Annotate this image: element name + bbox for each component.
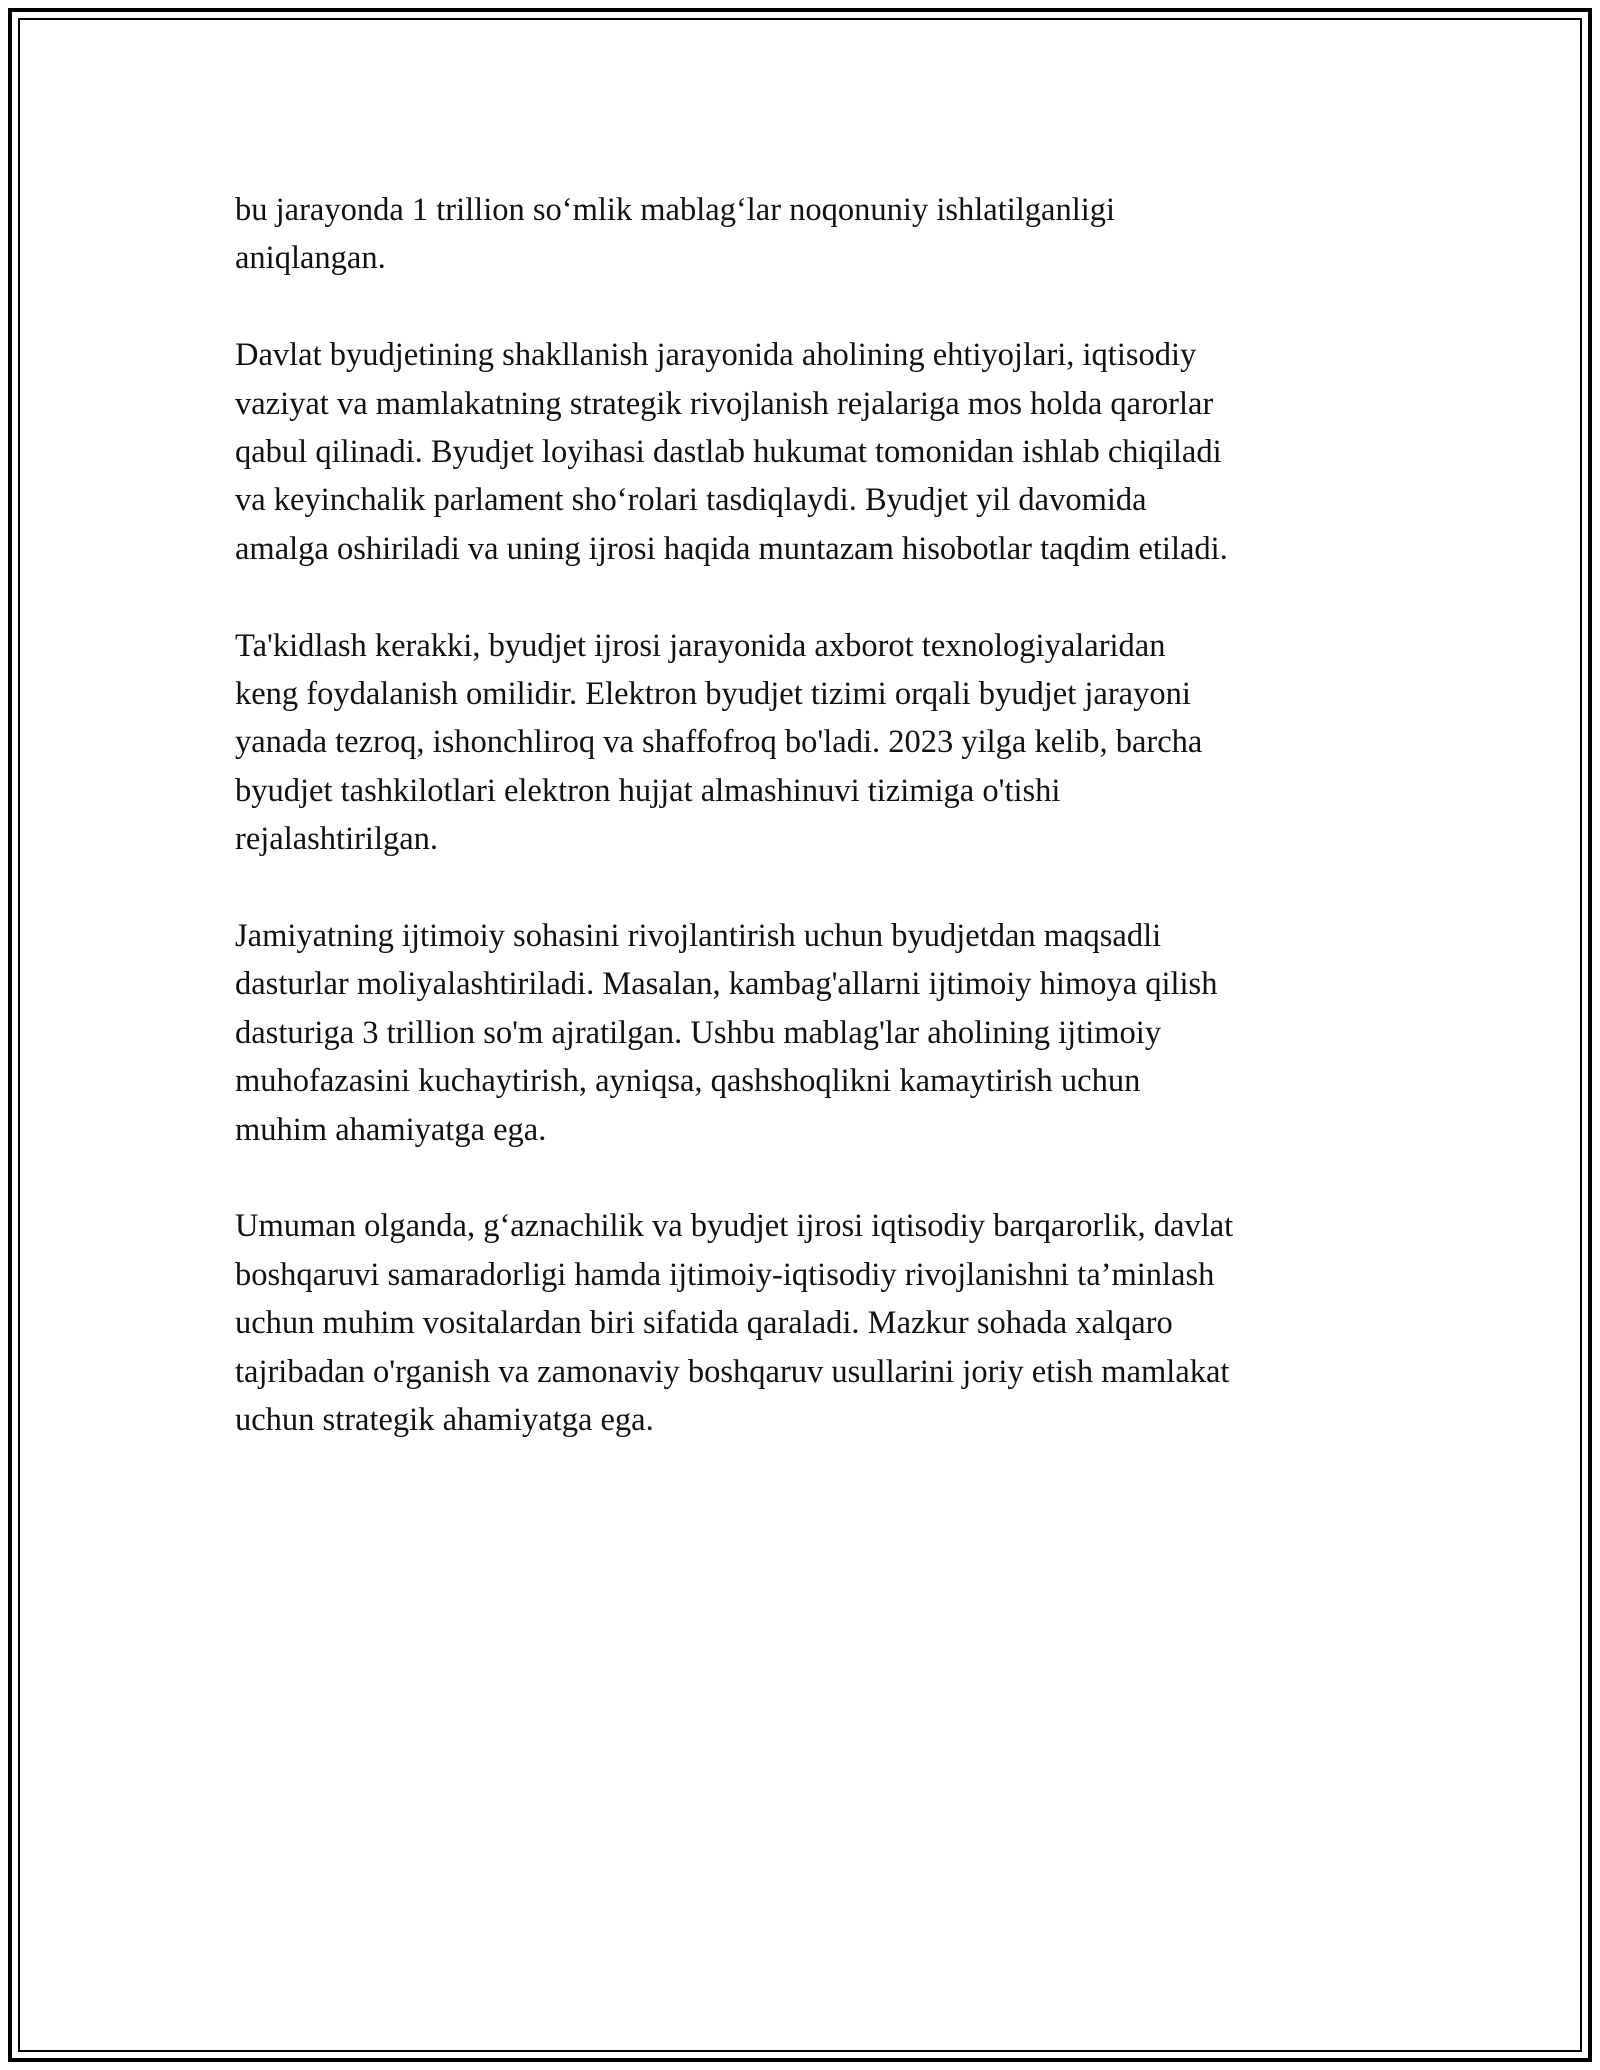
text-line: muhofazasini kuchaytirish, ayniqsa, qashshoqlikni kamaytirish uchun: [235, 1063, 1141, 1100]
text-line: Umuman olganda, g‘aznachilik va byudjet ijrosi iqtisodiy barqarorlik, davlat: [235, 1208, 1234, 1245]
text-line: aniqlangan.: [235, 240, 386, 277]
text-line: yanada tezroq, ishonchliroq va shaffofroq bo'ladi. 2023 yilga kelib, barcha: [235, 724, 1203, 761]
text-line: Ta'kidlash kerakki, byudjet ijrosi jarayonida axborot texnologiyalaridan: [235, 627, 1166, 664]
document-body: [235, 186, 1375, 1493]
text-line: bu jarayonda 1 trillion so‘mlik mablag‘lar noqonuniy ishlatilganligi: [235, 192, 1116, 228]
text-line: Jamiyatning ijtimoiy sohasini rivojlantirish uchun byudjetdan maqsadli: [235, 918, 1162, 955]
text-line: vaziyat va mamlakatning strategik rivojlanish rejalariga mos holda qarorlar: [235, 385, 1214, 422]
text-line: qabul qilinadi. Byudjet loyihasi dastlab hukumat tomonidan ishlab chiqiladi: [235, 434, 1222, 471]
paragraph-5: [235, 1202, 1375, 1444]
text-line: uchun muhim vositalardan biri sifatida qaraladi. Mazkur sohada xalqaro: [235, 1305, 1173, 1342]
text-line: muhim ahamiyatga ega.: [235, 1111, 547, 1148]
text-line: rejalashtirilgan.: [235, 821, 439, 858]
text-line: keng foydalanish omilidir. Elektron byudjet tizimi orqali byudjet jarayoni: [235, 676, 1191, 713]
text-line: amalga oshiriladi va uning ijrosi haqida muntazam hisobotlar taqdim etiladi.: [235, 530, 1228, 567]
paragraph-1: [235, 186, 1375, 283]
text-line: byudjet tashkilotlari elektron hujjat almashinuvi tizimiga o'tishi: [235, 772, 1061, 809]
paragraph-3: [235, 622, 1375, 864]
text-line: boshqaruvi samaradorligi hamda ijtimoiy-iqtisodiy rivojlanishni ta’minlash: [235, 1256, 1215, 1293]
paragraph-4: [235, 912, 1375, 1154]
text-line: uchun strategik ahamiyatga ega.: [235, 1402, 654, 1439]
paragraph-2: [235, 331, 1375, 573]
text-line: tajribadan o'rganish va zamonaviy boshqaruv usullarini joriy etish mamlakat: [235, 1353, 1230, 1390]
text-line: va keyinchalik parlament sho‘rolari tasdiqlaydi. Byudjet yil davomida: [235, 482, 1147, 519]
text-line: dasturiga 3 trillion so'm ajratilgan. Ushbu mablag'lar aholining ijtimoiy: [235, 1014, 1162, 1051]
text-line: dasturlar moliyalashtiriladi. Masalan, kambag'allarni ijtimoiy himoya qilish: [235, 966, 1218, 1003]
text-line: Davlat byudjetining shakllanish jarayonida aholining ehtiyojlari, iqtisodiy: [235, 337, 1197, 374]
